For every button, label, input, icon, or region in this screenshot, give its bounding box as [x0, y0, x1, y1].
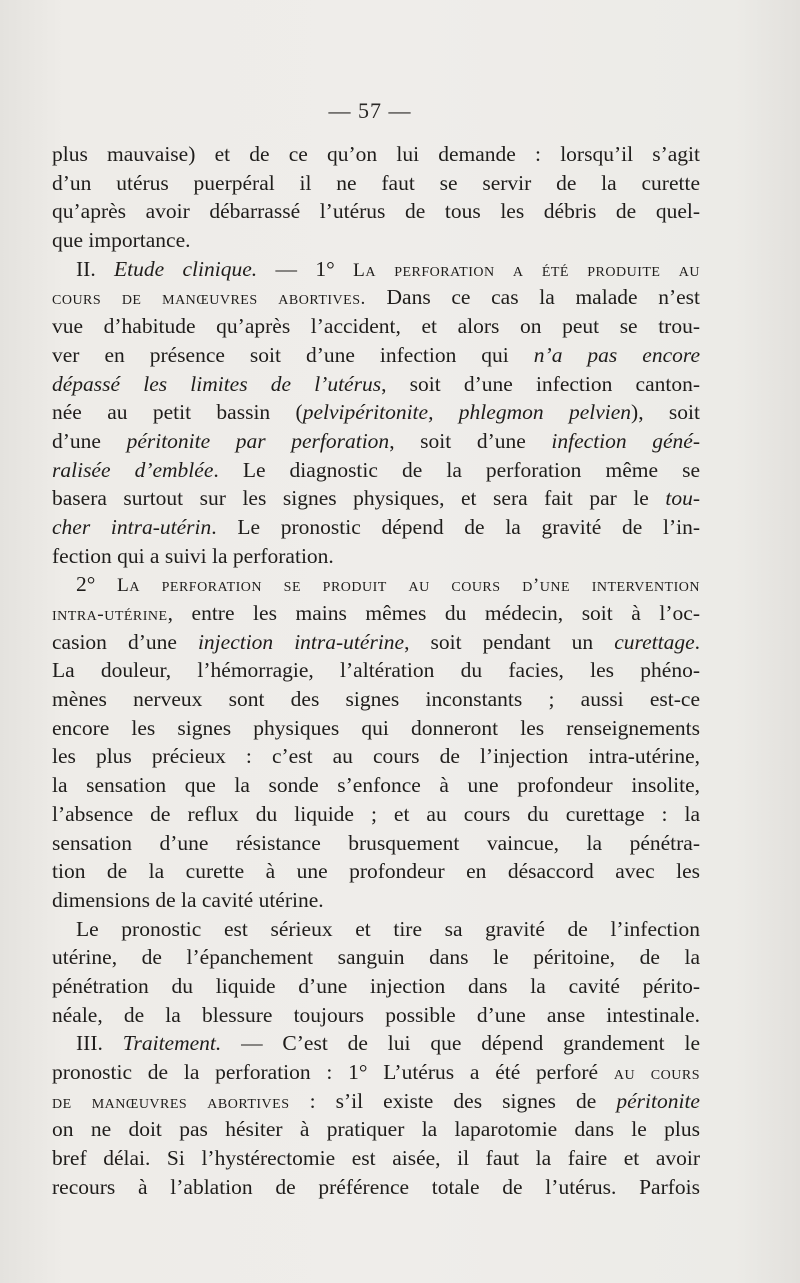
text-segment: née au petit bassin (: [52, 400, 303, 425]
text-line: [52, 542, 700, 571]
text-segment: l’absence de reflux du liquide ; et au cours du curettage : la: [52, 801, 700, 826]
text-segment: pénétration du liquide d’une injection dans la cavité périto-: [52, 973, 700, 998]
text-segment: la sensation que la sonde s’enfonce à une profondeur insolite,: [52, 773, 700, 798]
text-segment: que importance.: [52, 228, 191, 253]
text-segment: ), soit: [631, 400, 700, 425]
text-line: [52, 1173, 700, 1202]
text-segment: tion de la curette à une profondeur en désaccord avec les: [52, 859, 700, 884]
text-segment: mènes nerveux sont des signes inconstants ; aussi est-ce: [52, 687, 700, 712]
text-line: [52, 1144, 700, 1173]
text-segment: pronostic de la perforation : 1° L’utérus a été perforé: [52, 1060, 614, 1084]
text-line: [52, 972, 700, 1001]
text-segment: bref délai. Si l’hystérectomie est aisée, il faut la faire et avoir: [52, 1146, 700, 1171]
italic-text: ralisée d’emblée: [52, 457, 214, 482]
text-segment: utérine, de l’épanchement sanguin dans le péritoine, de la: [52, 945, 700, 970]
text-line: [52, 599, 700, 628]
text-segment: plus mauvaise) et de ce qu’on lui demande : lorsqu’il s’agit: [52, 142, 700, 166]
text-line: [52, 312, 700, 341]
text-segment: — 1°: [257, 256, 353, 281]
text-line: [52, 857, 700, 886]
italic-text: infection géné-: [551, 428, 700, 453]
text-segment: recours à l’ablation de préférence totale de l’utérus. Parfois: [52, 1174, 700, 1199]
text-line: [52, 341, 700, 370]
text-line: [52, 771, 700, 800]
text-segment: qu’après avoir débarrassé l’utérus de tous les débris de quel-: [52, 199, 700, 224]
text-segment: fection qui a suivi la perforation.: [52, 543, 334, 568]
text-segment: : s’il existe des signes de: [289, 1088, 617, 1113]
text-segment: La douleur, l’hémorragie, l’altération du facies, les phéno-: [52, 658, 700, 683]
text-line: [52, 169, 700, 198]
text-line: [52, 1115, 700, 1144]
text-line: [52, 1029, 700, 1058]
text-line: [52, 255, 700, 284]
small-caps-text: La perforation se produit au cours d’une intervention: [117, 575, 700, 597]
text-segment: ver en présence soit d’une infection qui: [52, 342, 534, 367]
text-line: [52, 226, 700, 255]
italic-text: Traitement.: [122, 1031, 222, 1056]
text-line: [52, 886, 700, 915]
text-line: [52, 800, 700, 829]
italic-text: dépassé les limites de l’utérus: [52, 371, 382, 396]
italic-text: n’a pas encore: [533, 342, 700, 367]
text-segment: Le pronostic est sérieux et tire sa gravité de l’infection: [76, 916, 700, 941]
small-caps-text: cours de manœuvres abortives.: [52, 288, 366, 310]
text-segment: encore les signes physiques qui donneront les renseignements: [52, 715, 700, 740]
text-segment: , soit d’une infection canton-: [381, 371, 700, 396]
text-segment: , soit pendant un: [404, 629, 615, 654]
small-caps-text: La perforation a été produite au: [353, 259, 700, 281]
small-caps-text: intra-utérine: [52, 604, 168, 625]
text-segment: basera surtout sur les signes physiques, et sera fait par le: [52, 486, 666, 511]
text-segment: dimensions de la cavité utérine.: [52, 887, 324, 912]
text-segment: on ne doit pas hésiter à pratiquer la laparotomie dans le plus: [52, 1117, 700, 1142]
text-line: [52, 915, 700, 944]
text-line: [52, 1001, 700, 1030]
small-caps-text: au cours: [613, 1063, 700, 1084]
text-line: [52, 427, 700, 456]
text-line: [52, 370, 700, 399]
text-segment: d’une: [52, 428, 127, 453]
italic-text: Etude clinique.: [114, 256, 258, 281]
text-line: [52, 570, 700, 599]
text-segment: vue d’habitude qu’après l’accident, et alors on peut se trou-: [52, 314, 700, 339]
text-line: [52, 197, 700, 226]
text-segment: III.: [76, 1031, 123, 1056]
italic-text: curettage: [614, 629, 695, 654]
italic-text: péritonite: [616, 1088, 700, 1113]
text-line: [52, 829, 700, 858]
text-line: [52, 628, 700, 657]
text-segment: .: [694, 629, 700, 654]
text-segment: néale, de la blessure toujours possible d’une anse intestinale.: [52, 1002, 700, 1027]
text-line: [52, 943, 700, 972]
text-line: [52, 714, 700, 743]
text-line: [52, 656, 700, 685]
italic-text: tou-: [665, 486, 700, 511]
italic-text: injection intra-utérine: [197, 629, 405, 654]
small-caps-text: de manœuvres abortives: [52, 1091, 290, 1113]
text-line: [52, 283, 700, 312]
text-line: [52, 398, 700, 427]
text-line: [52, 513, 700, 542]
body-text: [52, 140, 700, 1201]
text-segment: — C’est de lui que dépend grandement le: [221, 1031, 700, 1056]
text-line: [52, 1087, 700, 1116]
text-segment: Dans ce cas la malade n’est: [365, 285, 700, 310]
text-segment: II.: [76, 256, 115, 281]
text-segment: les plus précieux : c’est au cours de l’injection intra-utérine,: [52, 744, 700, 769]
text-line: [52, 140, 700, 169]
text-segment: 2°: [76, 572, 118, 597]
text-line: [52, 685, 700, 714]
text-segment: sensation d’une résistance brusquement vaincue, la pénétra-: [52, 830, 700, 855]
text-segment: . Le diagnostic de la perforation même se: [213, 457, 700, 482]
italic-text: cher intra-utérin: [52, 514, 212, 539]
text-line: [52, 1058, 700, 1087]
page-number: — 57 —: [328, 98, 412, 123]
italic-text: pelvipéritonite, phlegmon pelvien: [302, 400, 632, 425]
text-line: [52, 456, 700, 485]
text-line: [52, 742, 700, 771]
italic-text: péritonite par perforation: [126, 428, 390, 453]
text-segment: , entre les mains mêmes du médecin, soit à l’oc-: [167, 601, 700, 625]
text-segment: . Le pronostic dépend de la gravité de l’in-: [211, 514, 700, 539]
text-line: [52, 484, 700, 513]
text-segment: casion d’une: [52, 629, 198, 654]
text-segment: d’un utérus puerpéral il ne faut se servir de la curette: [52, 170, 700, 195]
text-segment: , soit d’une: [389, 428, 552, 453]
